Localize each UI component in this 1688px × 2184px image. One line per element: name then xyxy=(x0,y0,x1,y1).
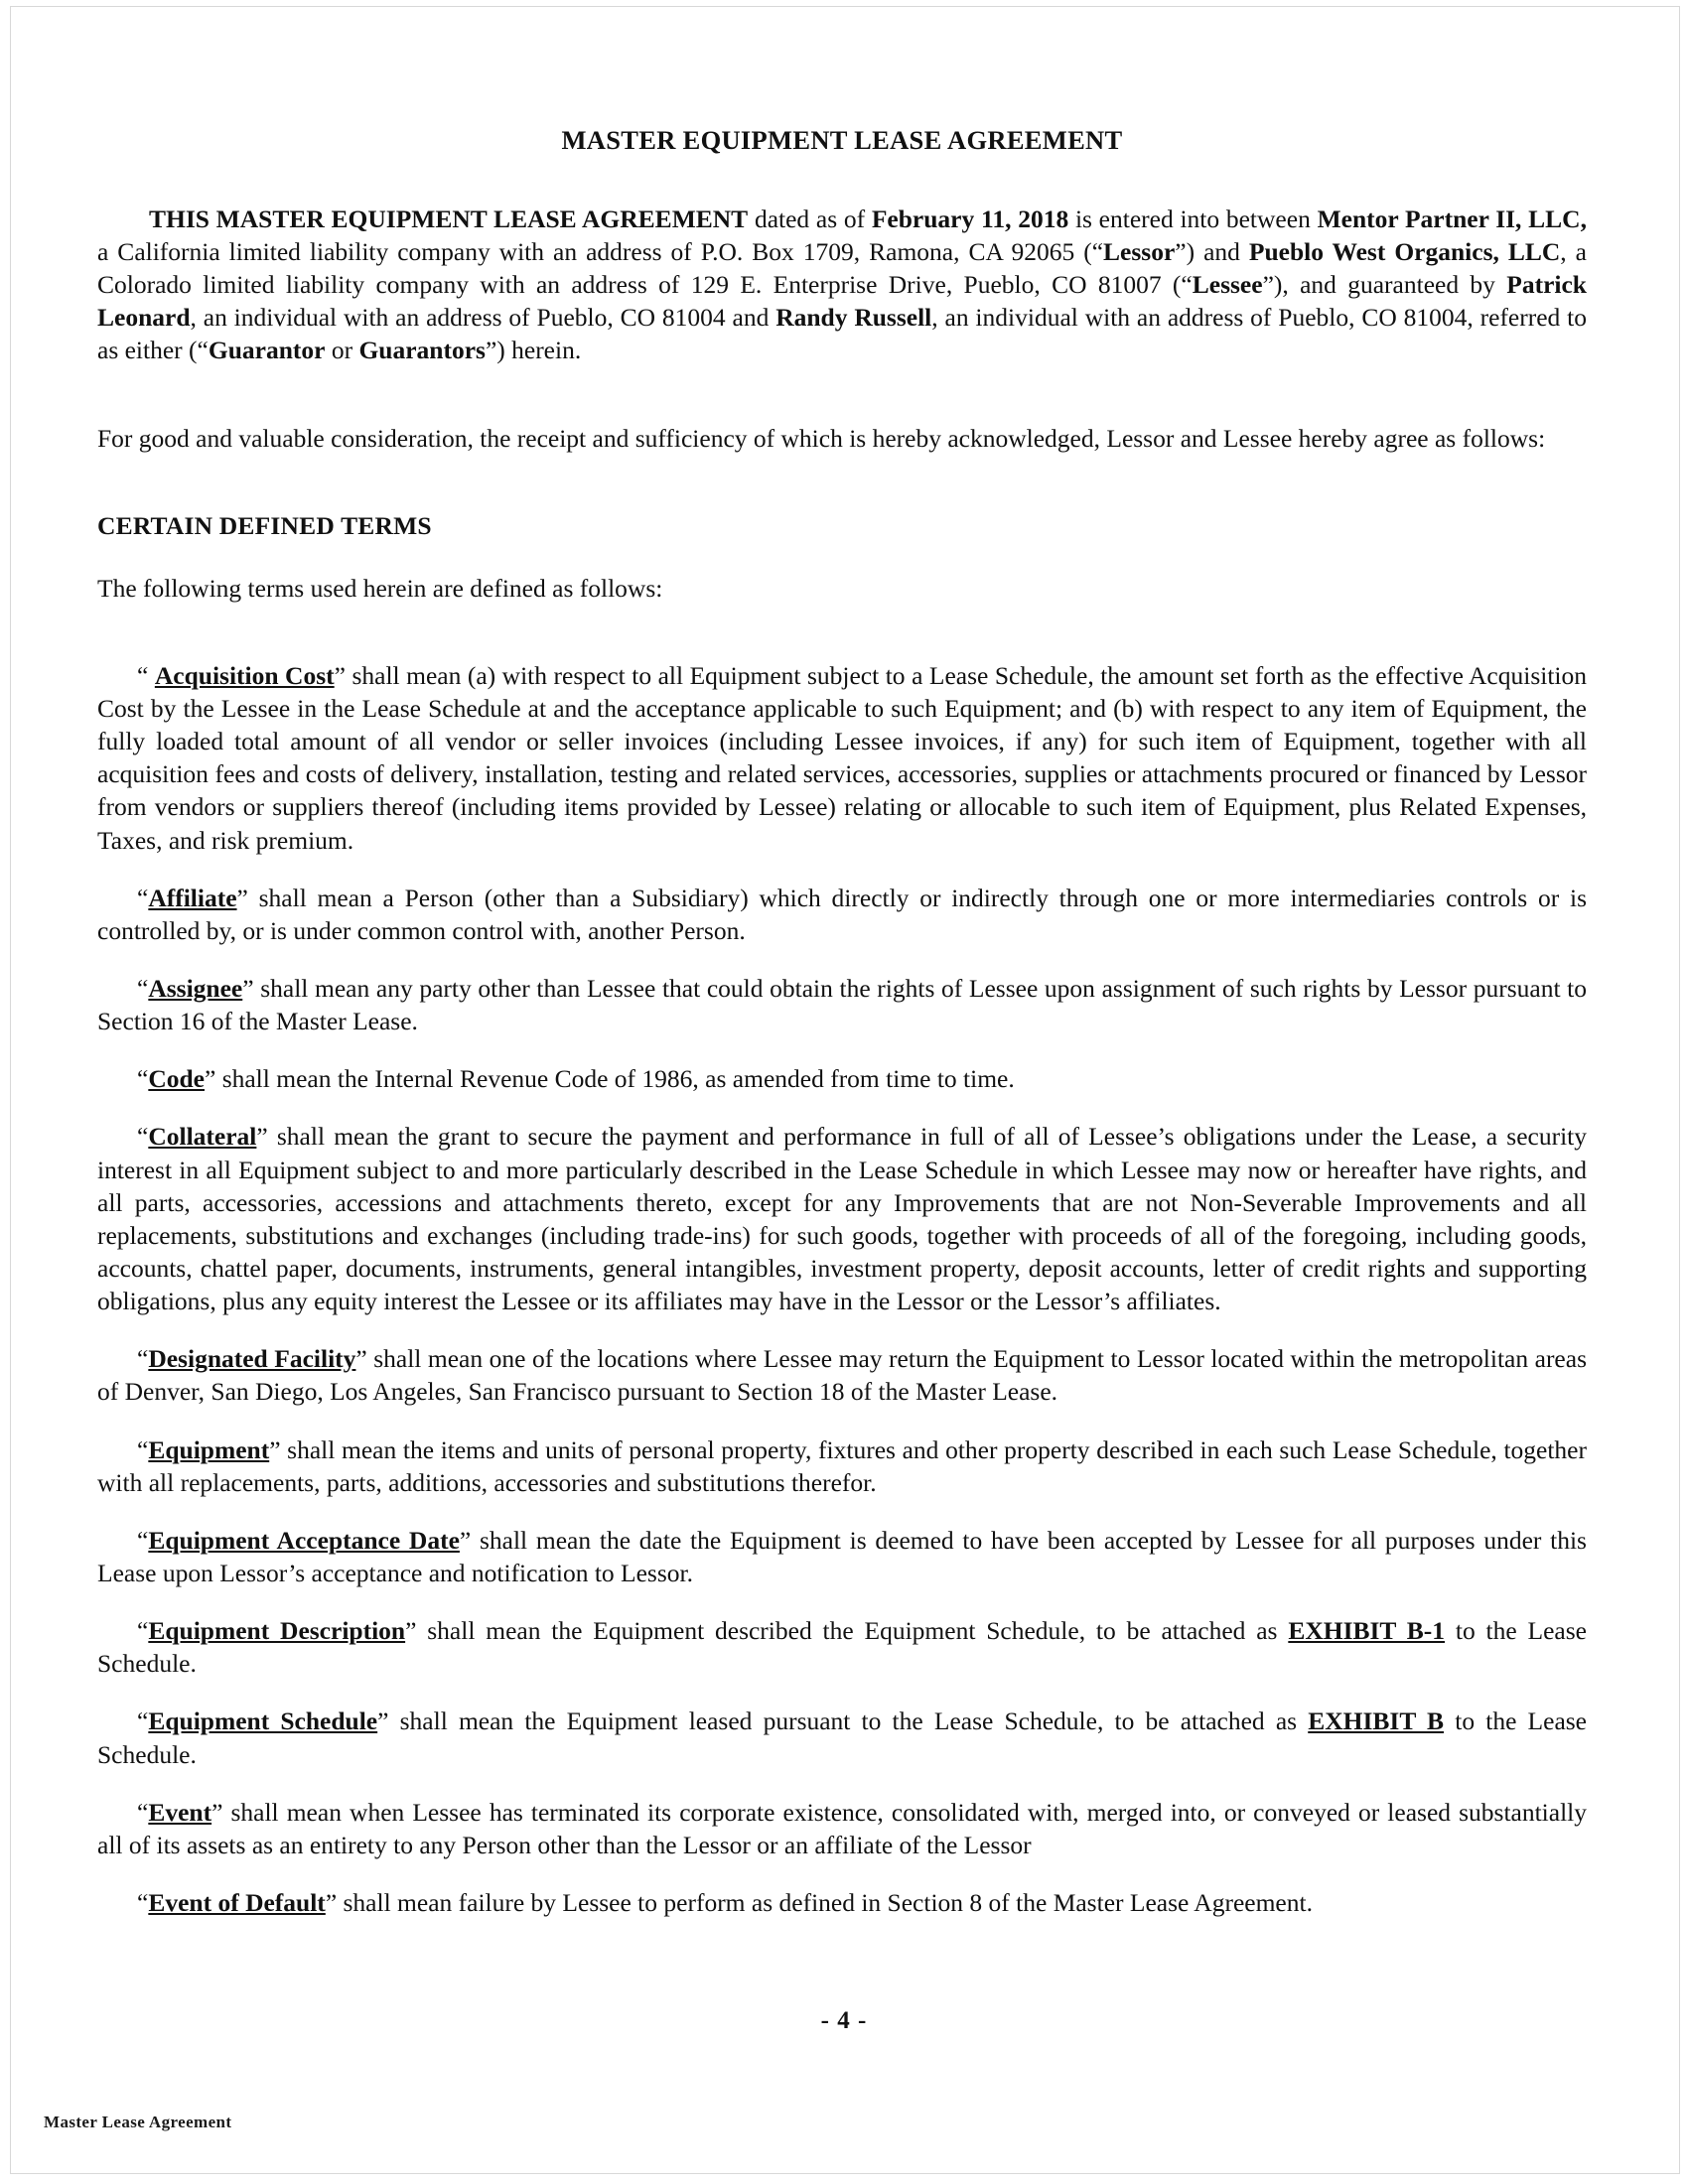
definition-body-after: to the Lease Schedule. xyxy=(97,1706,1588,1769)
defined-term-label: Equipment Description xyxy=(148,1616,406,1646)
preamble-paragraph xyxy=(97,203,1587,367)
open-quote: “ xyxy=(137,1064,149,1094)
definition-event xyxy=(97,1796,1587,1861)
document-body xyxy=(97,125,1587,1944)
lessor-defined-term: Lessor xyxy=(1103,236,1176,266)
definition-equipment-description xyxy=(97,1614,1587,1680)
defined-term-label: Event of Default xyxy=(148,1888,326,1917)
preamble-text-10: ”) herein. xyxy=(485,336,582,365)
definition-equipment-acceptance-date xyxy=(97,1524,1587,1589)
defined-term-label: Equipment xyxy=(148,1434,270,1464)
open-quote: “ xyxy=(137,1706,149,1736)
definition-body: ” shall mean the grant to secure the payment and performance in full of all of Lessee’s obligations under the Lease, a security interest in all Equipment subject to and more particularly described in the Lease Schedule in which Lessee may now or hereafter have rights, and all parts, accessories, accessions and attachments thereto, except for any Improvements that are not Non-Severable Improvements and all replacements, substitutions and exchanges (including trade-ins) for such goods, together with proceeds of all of the foregoing, including goods, accounts, chattel paper, documents, instruments, general intangibles, investment property, deposit accounts, letter of credit rights and supporting obligations, plus any equity interest the Lessee or its affiliates may have in the Lessor or the Lessor’s affiliates. xyxy=(97,1122,1587,1316)
lessee-name: Pueblo West Organics, LLC xyxy=(1248,236,1561,266)
agreement-date: February 11, 2018 xyxy=(871,204,1069,233)
definition-body: ” shall mean a Person (other than a Subsidiary) which directly or indirectly through one or more intermediaries controls or is controlled by, or is under common control with, another Person. xyxy=(97,883,1587,945)
exhibit-reference: EXHIBIT B xyxy=(1308,1706,1445,1736)
definition-event-of-default xyxy=(97,1886,1587,1919)
definition-body: ” shall mean the date the Equipment is deemed to have been accepted by Lessee for all purposes under this Lease upon Lessor’s acceptance and notification to Lessor. xyxy=(97,1525,1587,1588)
open-quote: “ xyxy=(137,660,149,690)
definition-body-before: ” shall mean the Equipment described the Equipment Schedule, to be attached as xyxy=(405,1616,1289,1646)
page-title: MASTER EQUIPMENT LEASE AGREEMENT xyxy=(561,125,1123,155)
open-quote: “ xyxy=(137,1344,149,1374)
definition-equipment xyxy=(97,1433,1587,1499)
definition-designated-facility xyxy=(97,1342,1587,1408)
spacer xyxy=(97,629,1587,659)
spacer xyxy=(97,392,1587,422)
preamble-text-2: is entered into between xyxy=(1068,204,1318,233)
exhibit-reference: EXHIBIT B-1 xyxy=(1288,1616,1446,1646)
definition-assignee xyxy=(97,972,1587,1037)
defined-term-label: Assignee xyxy=(148,974,243,1004)
spacer xyxy=(97,479,1587,509)
preamble-text-1: dated as of xyxy=(748,204,872,233)
defined-term-label: Event xyxy=(148,1797,212,1827)
definition-affiliate xyxy=(97,882,1587,947)
definition-collateral xyxy=(97,1120,1587,1317)
footer-note: Master Lease Agreement xyxy=(44,2113,232,2131)
defined-term-label: Equipment Acceptance Date xyxy=(148,1525,460,1555)
open-quote: “ xyxy=(137,883,149,912)
definition-body-after: to the Lease Schedule. xyxy=(97,1616,1587,1679)
preamble-text-3: a California limited liability company with an address of P.O. Box 1709, Ramona, CA 92065 (“ xyxy=(97,236,1104,266)
definition-body: ” shall mean the Internal Revenue Code of 1986, as amended from time to time. xyxy=(205,1064,1015,1094)
open-quote: “ xyxy=(137,1525,149,1555)
defined-term-label: Equipment Schedule xyxy=(148,1706,378,1736)
definition-body: ” shall mean when Lessee has terminated its corporate existence, consolidated with, merged into, or conveyed or leased substantially all of its assets as an entirety to any Person other than the Lessor or an affiliate of the Lessor xyxy=(97,1797,1587,1859)
preamble-text-8: , an individual with an address of Pueblo, CO 81004, referred to as either (“ xyxy=(97,303,1587,365)
defined-term-label: Affiliate xyxy=(148,883,237,912)
page-number: - 4 - xyxy=(820,2007,868,2034)
defined-term-label: Acquisition Cost xyxy=(154,660,335,690)
open-quote: “ xyxy=(137,1616,149,1646)
definition-body: ” shall mean one of the locations where Lessee may return the Equipment to Lessor located within the metropolitan areas of Denver, San Diego, Los Angeles, San Francisco pursuant to Section 18 of the Master Lease. xyxy=(97,1344,1587,1407)
preamble-text-5: , a Colorado limited liability company with an address of 129 E. Enterprise Drive, Pueblo, CO 81007 (“ xyxy=(97,236,1587,300)
definition-body: ” shall mean (a) with respect to all Equipment subject to a Lease Schedule, the amount set forth as the effective Acquisition Cost by the Lessee in the Lease Schedule at and the acceptance applicable to such Equipment; and (b) with respect to any item of Equipment, the fully loaded total amount of all vendor or seller invoices (including Lessee invoices, if any) for such item of Equipment, together with all acquisition fees and costs of delivery, installation, testing and related services, accessories, supplies or attachments procured or financed by Lessor from vendors or suppliers thereof (including items provided by Lessee) relating or allocable to such item of Equipment, plus Related Expenses, Taxes, and risk premium. xyxy=(97,660,1588,855)
guarantor-defined-term-singular: Guarantor xyxy=(208,336,326,365)
consideration-paragraph: For good and valuable consideration, the receipt and sufficiency of which is hereby acknowledged, Lessor and Lessee hereby agree as follows: xyxy=(97,423,1546,453)
open-quote: “ xyxy=(137,1797,149,1827)
lessor-name: Mentor Partner II, LLC, xyxy=(1317,204,1587,233)
defined-term-label: Code xyxy=(148,1064,205,1094)
open-quote: “ xyxy=(137,1122,149,1152)
defined-term-label: Designated Facility xyxy=(148,1344,356,1374)
definition-equipment-schedule xyxy=(97,1705,1587,1770)
preamble-text-4: ”) and xyxy=(1175,236,1249,266)
definition-body-before: ” shall mean the Equipment leased pursuant to the Lease Schedule, to be attached as xyxy=(377,1706,1309,1736)
guarantor-defined-term-plural: Guarantors xyxy=(358,336,486,365)
definition-body: ” shall mean the items and units of personal property, fixtures and other property described in each such Lease Schedule, together with all replacements, parts, additions, accessories and substitutions therefor. xyxy=(97,1434,1587,1497)
preamble-text-9: or xyxy=(325,336,359,365)
definition-body: ” shall mean any party other than Lessee that could obtain the rights of Lessee upon assignment of such rights by Lessor pursuant to Section 16 of the Master Lease. xyxy=(97,974,1587,1036)
preamble-lead: THIS MASTER EQUIPMENT LEASE AGREEMENT xyxy=(149,204,749,233)
open-quote: “ xyxy=(137,974,149,1004)
open-quote: “ xyxy=(137,1434,149,1464)
guarantor-two-name: Randy Russell xyxy=(775,303,932,333)
section-heading-certain-defined-terms: CERTAIN DEFINED TERMS xyxy=(97,510,432,540)
open-quote: “ xyxy=(137,1888,149,1917)
guarantor-one-name: Patrick Leonard xyxy=(97,270,1587,333)
defined-term-label: Collateral xyxy=(148,1122,257,1152)
definition-code xyxy=(97,1062,1587,1095)
section-intro: The following terms used herein are defined as follows: xyxy=(97,573,663,603)
preamble-text-7: , an individual with an address of Pueblo, CO 81004 and xyxy=(190,303,776,333)
definition-body: ” shall mean failure by Lessee to perform as defined in Section 8 of the Master Lease Agreement. xyxy=(325,1888,1313,1917)
lessee-defined-term: Lessee xyxy=(1192,270,1263,300)
preamble-text-6: ”), and guaranteed by xyxy=(1262,270,1507,300)
definition-acquisition-cost xyxy=(97,659,1587,857)
